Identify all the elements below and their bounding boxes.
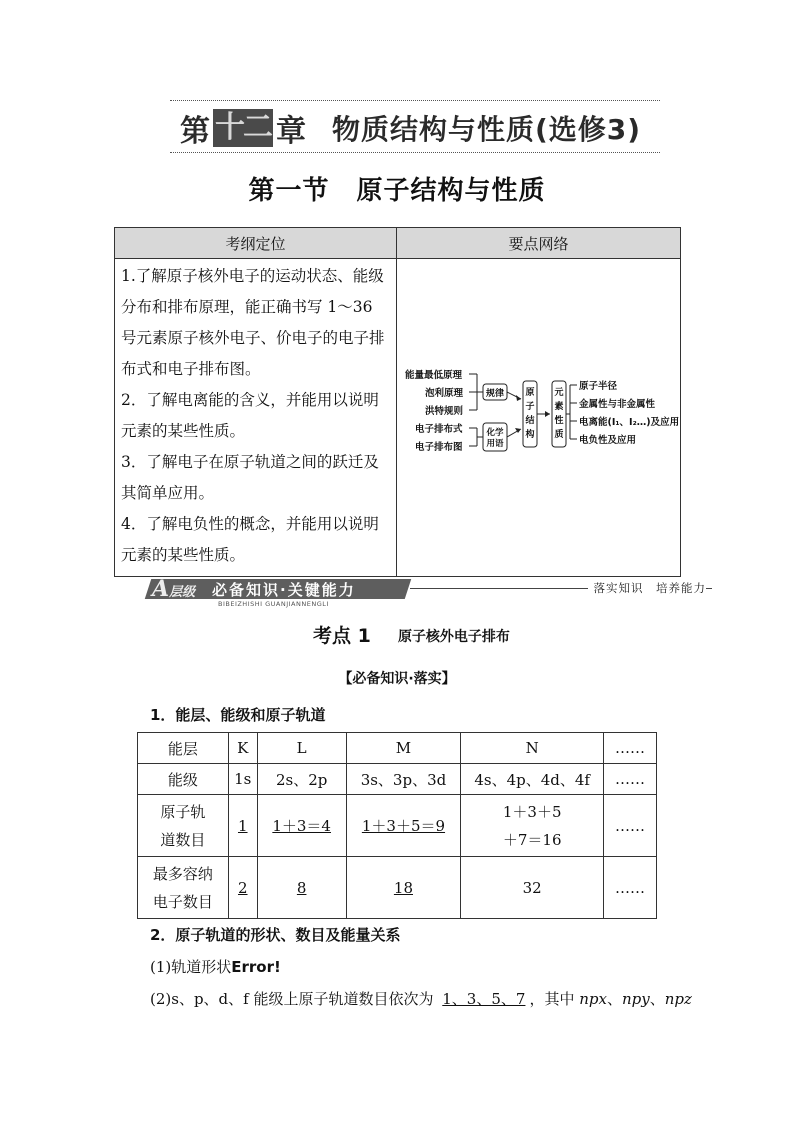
chapter-prefix: 第	[180, 114, 210, 149]
prop-radius: 原子半径	[579, 381, 618, 392]
table-cell: 1s	[228, 764, 257, 795]
table-cell: N	[461, 733, 604, 764]
outline-col-goals: 考纲定位	[115, 228, 397, 259]
subhead: 【必备知识·落实】	[338, 671, 456, 687]
point-title	[303, 621, 510, 651]
goal-item: 2．了解电离能的含义，并能用以说明元素的某些性质。	[121, 391, 379, 440]
table-cell: 1＋3＋5 ＋7＝16	[461, 795, 604, 857]
table-cell: 18	[346, 857, 461, 919]
table-cell: 2s、2p	[257, 764, 346, 795]
table-cell: L	[257, 733, 346, 764]
outline-table	[114, 227, 681, 577]
point-heading: 原子核外电子排布	[397, 629, 510, 645]
table-row	[138, 857, 657, 919]
rule-energy-min: 能量最低原理	[405, 370, 463, 381]
table-cell: 能级	[138, 764, 229, 795]
table-cell: 原子轨 道数目	[138, 795, 229, 857]
sub-item-2: (2)s、p、d、f 能级上原子轨道数目依次为 1、3、5、7 ，其中 npx、npy、npz	[150, 990, 692, 1008]
chapter-topic: 物质结构与性质(选修3)	[332, 113, 642, 146]
rule-pauli: 泡利原理	[425, 388, 464, 399]
point-badge: 考点 1	[303, 621, 381, 647]
goal-item: 4．了解电负性的概念，并能用以说明元素的某些性质。	[121, 515, 379, 564]
item-heading-1: 1．能层、能级和原子轨道	[150, 706, 326, 724]
section-title: 第一节 原子结构与性质	[248, 176, 546, 206]
box-elem-label: 元素性质	[554, 388, 564, 440]
concept-network-diagram	[397, 259, 680, 572]
table-cell: K	[228, 733, 257, 764]
level-banner	[148, 575, 712, 607]
sub-item-1: (1)轨道形状Error!	[150, 958, 281, 976]
table-cell: ……	[604, 733, 657, 764]
chapter-suffix: 章	[276, 114, 306, 149]
table-cell: 1＋3＋5＝9	[346, 795, 461, 857]
lang-diagram: 电子排布图	[415, 442, 463, 453]
divider-bottom	[170, 152, 660, 153]
orbital-table	[137, 732, 657, 919]
goals-cell	[115, 259, 397, 577]
goal-item: 3．了解电子在原子轨道之间的跃迁及其简单应用。	[121, 453, 379, 502]
table-cell: 8	[257, 857, 346, 919]
table-cell: 2	[228, 857, 257, 919]
banner-heading: 必备知识·关键能力	[212, 581, 356, 599]
chapter-header	[170, 100, 660, 156]
table-cell: M	[346, 733, 461, 764]
box-lang-label: 化学用语	[486, 428, 504, 449]
item-heading-2: 2．原子轨道的形状、数目及能量关系	[150, 926, 401, 944]
goal-item: 1.了解原子核外电子的运动状态、能级分布和排布原理，能正确书写 1～36 号元素原子核外电子、价电子的电子排布式和电子排布图。	[121, 267, 385, 378]
table-row	[138, 733, 657, 764]
banner-pinyin: BIBEIZHISHI GUANJIANNENGLI	[218, 600, 329, 608]
table-cell: ……	[604, 857, 657, 919]
banner-right-text: 落实知识 培养能力	[588, 580, 707, 596]
network-cell	[397, 259, 681, 577]
orbital-py: npy	[622, 990, 650, 1008]
error-text: Error!	[231, 958, 281, 976]
table-cell: 3s、3p、3d	[346, 764, 461, 795]
table-cell: 4s、4p、4d、4f	[461, 764, 604, 795]
banner-level: A层级	[152, 576, 196, 602]
divider-top	[170, 100, 660, 101]
prop-ionization: 电离能(I₁、I₂…)及应用	[579, 417, 680, 428]
box-rules-label: 规律	[485, 389, 505, 399]
table-cell: ……	[604, 795, 657, 857]
prop-metal: 金属性与非金属性	[579, 399, 656, 410]
answer-blank: 1、3、5、7	[442, 990, 526, 1008]
table-cell: 1	[228, 795, 257, 857]
table-cell: 1＋3＝4	[257, 795, 346, 857]
rule-hund: 洪特规则	[425, 406, 464, 417]
table-cell: ……	[604, 764, 657, 795]
table-cell: 32	[461, 857, 604, 919]
lang-config: 电子排布式	[415, 424, 463, 435]
orbital-pz: npz	[664, 990, 692, 1008]
table-row	[138, 764, 657, 795]
outline-col-network: 要点网络	[397, 228, 681, 259]
table-row	[138, 795, 657, 857]
chapter-number: 十二	[215, 110, 271, 145]
prop-electroneg: 电负性及应用	[579, 435, 637, 446]
box-atom-label: 原子结构	[525, 388, 535, 440]
table-cell: 能层	[138, 733, 229, 764]
orbital-px: npx	[579, 990, 607, 1008]
table-cell: 最多容纳 电子数目	[138, 857, 229, 919]
